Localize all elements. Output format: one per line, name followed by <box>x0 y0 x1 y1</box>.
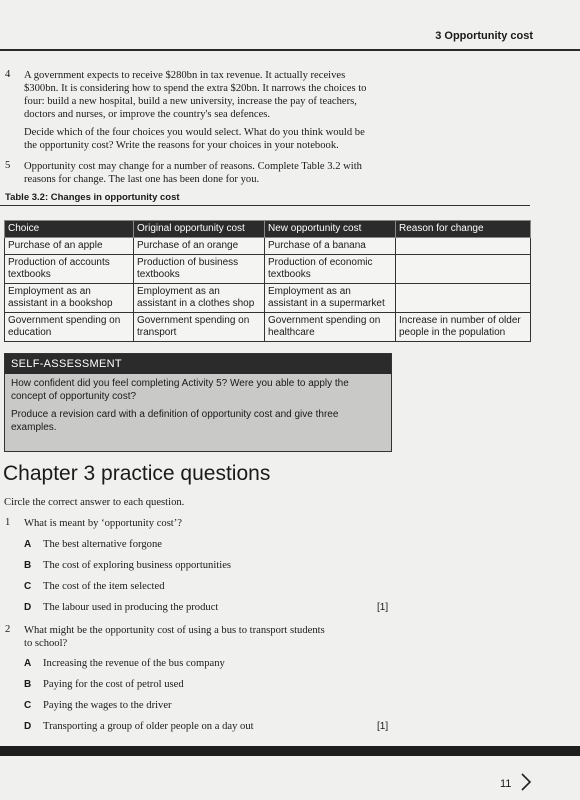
table-row <box>5 313 531 342</box>
column-header: Reason for change <box>396 221 531 238</box>
table-cell: Production of economic textbooks <box>265 255 396 284</box>
column-header: Original opportunity cost <box>134 221 265 238</box>
option-text[interactable]: The labour used in producing the product <box>43 602 219 613</box>
question-4-line: A government expects to receive $280bn in tax revenue. It actually receives <box>24 70 346 81</box>
table-cell: Purchase of a banana <box>265 238 396 255</box>
table-cell: Employment as an assistant in a clothes shop <box>134 284 265 313</box>
chapter-title: 3 Opportunity cost <box>435 30 533 42</box>
question-4-line: Decide which of the four choices you would select. What do you think would be <box>24 127 365 138</box>
question-5-line: Opportunity cost may change for a number of reasons. Complete Table 3.2 with <box>24 161 362 172</box>
option-text[interactable]: Transporting a group of older people on a day out <box>43 721 254 732</box>
question-number-1: 1 <box>5 517 11 528</box>
mark-allocation: [1] <box>377 602 389 613</box>
table-cell: Purchase of an apple <box>5 238 134 255</box>
option-text[interactable]: The cost of exploring business opportunities <box>43 560 232 571</box>
table-row <box>5 238 531 255</box>
table-cell: Employment as an assistant in a supermarket <box>265 284 396 313</box>
table-cell: Purchase of an orange <box>134 238 265 255</box>
caption-rule <box>0 205 530 206</box>
question-number-4: 4 <box>5 69 11 80</box>
option-text[interactable]: Increasing the revenue of the bus company <box>43 658 225 669</box>
footer-bar <box>0 746 580 756</box>
chevron-right-icon[interactable] <box>517 772 535 792</box>
table-header-row <box>5 221 531 238</box>
header-rule <box>0 49 580 51</box>
column-header: New opportunity cost <box>265 221 396 238</box>
question-number-2: 2 <box>5 624 11 635</box>
question-4-line: doctors and nurses, or improve the country's sea defences. <box>24 109 271 120</box>
table-caption: Table 3.2: Changes in opportunity cost <box>5 192 180 203</box>
question-1-text: What is meant by ‘opportunity cost’? <box>24 518 182 529</box>
question-4-line: $300bn. It is considering how to spend the extra $20bn. It narrows the choices to <box>24 83 367 94</box>
option-letter[interactable]: D <box>24 721 32 732</box>
option-letter[interactable]: A <box>24 658 32 669</box>
table-cell-empty <box>396 255 531 284</box>
table-cell: Increase in number of older people in the population <box>396 313 531 342</box>
table-row <box>5 255 531 284</box>
self-assessment-title: SELF-ASSESSMENT <box>5 354 391 374</box>
option-letter[interactable]: C <box>24 700 32 711</box>
table-row <box>5 284 531 313</box>
table-cell: Government spending on transport <box>134 313 265 342</box>
self-assessment-paragraph: Produce a revision card with a definition of opportunity cost and give three examples. <box>11 409 339 433</box>
self-assessment-box <box>4 353 392 452</box>
option-text[interactable]: The best alternative forgone <box>43 539 162 550</box>
question-4-line: the opportunity cost? Write the reasons for your choices in your notebook. <box>24 140 339 151</box>
option-text[interactable]: Paying for the cost of petrol used <box>43 679 184 690</box>
column-header: Choice <box>5 221 134 238</box>
table-cell: Employment as an assistant in a bookshop <box>5 284 134 313</box>
instruction-text: Circle the correct answer to each question. <box>4 497 185 508</box>
option-text[interactable]: Paying the wages to the driver <box>43 700 172 711</box>
table-cell-empty <box>396 284 531 313</box>
question-4-line: four: build a new hospital, build a new university, increase the pay of teachers, <box>24 96 357 107</box>
self-assessment-paragraph: How confident did you feel completing Activity 5? Were you able to apply the concept of opportunity cost? <box>11 378 349 402</box>
option-letter[interactable]: A <box>24 539 32 550</box>
option-letter[interactable]: C <box>24 581 32 592</box>
question-2-text: What might be the opportunity cost of using a bus to transport students <box>24 625 325 636</box>
opportunity-cost-table <box>4 220 531 342</box>
mark-allocation: [1] <box>377 721 389 732</box>
option-text[interactable]: The cost of the item selected <box>43 581 165 592</box>
option-letter[interactable]: B <box>24 679 32 690</box>
option-letter[interactable]: D <box>24 602 32 613</box>
section-heading: Chapter 3 practice questions <box>3 462 271 485</box>
option-letter[interactable]: B <box>24 560 32 571</box>
table-cell-empty <box>396 238 531 255</box>
page-number: 11 <box>500 778 512 790</box>
question-2-text: to school? <box>24 638 68 649</box>
table-cell: Government spending on education <box>5 313 134 342</box>
table-cell: Government spending on healthcare <box>265 313 396 342</box>
table-cell: Production of business textbooks <box>134 255 265 284</box>
table-cell: Production of accounts textbooks <box>5 255 134 284</box>
question-5-line: reasons for change. The last one has been done for you. <box>24 174 260 185</box>
question-number-5: 5 <box>5 160 11 171</box>
